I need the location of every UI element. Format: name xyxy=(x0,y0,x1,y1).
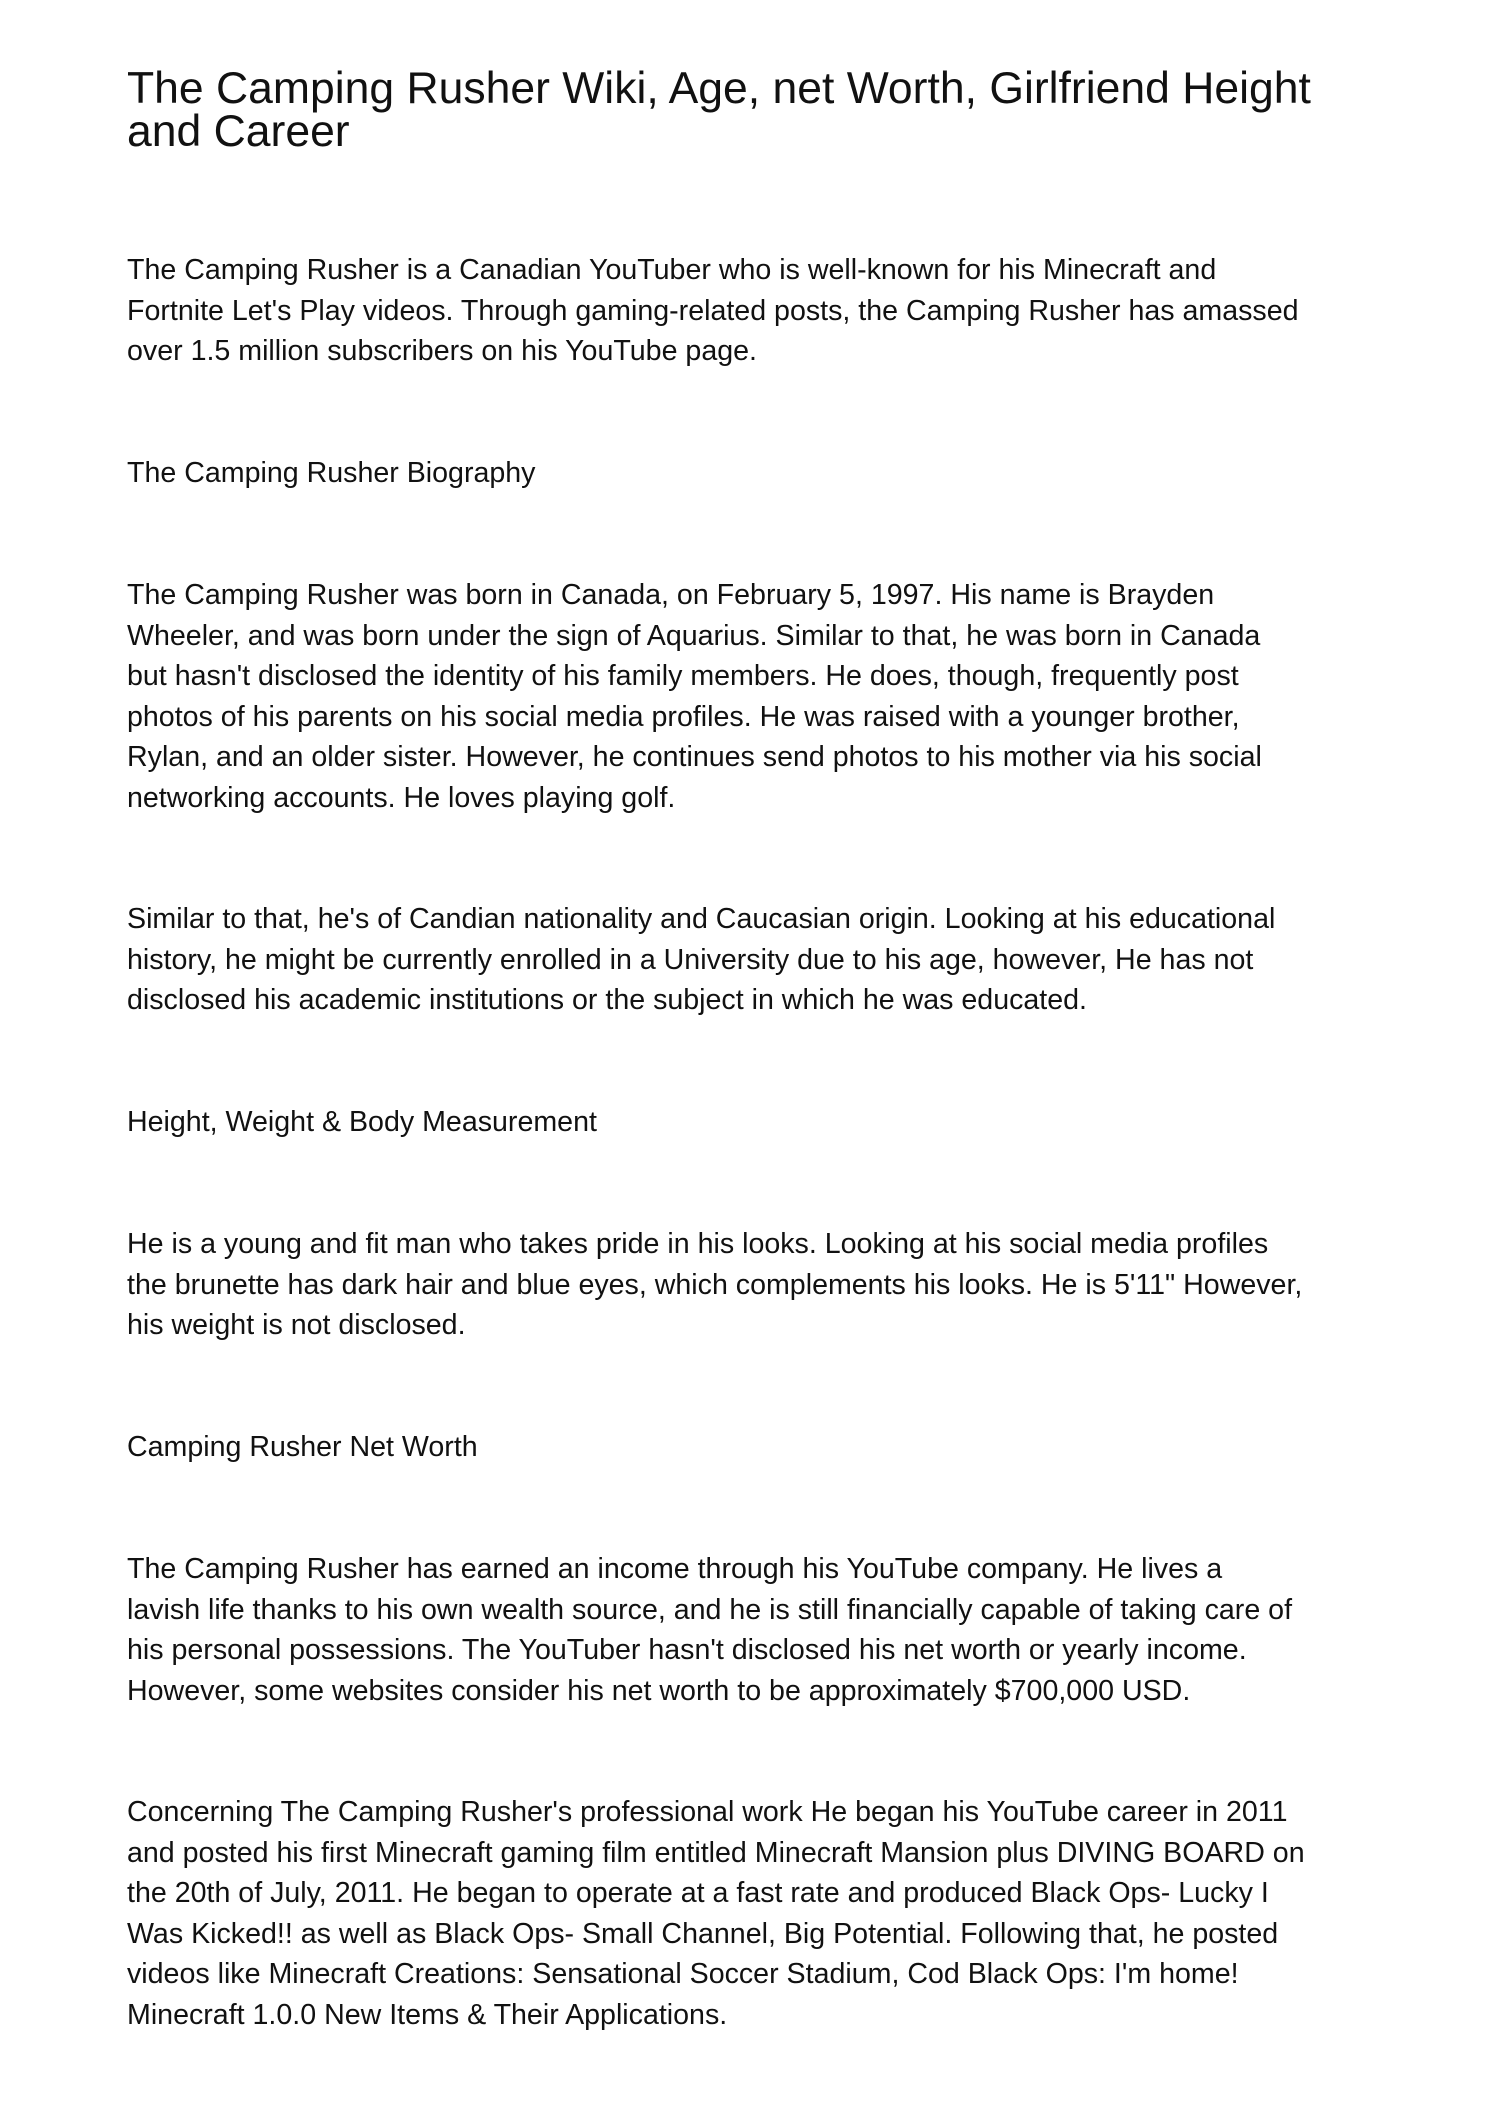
height-paragraph: He is a young and fit man who takes pride in his looks. Looking at his social media profiles the brunette has dark hair and blue eyes, which complements his looks. He is 5'11" However, his weight is not disclosed. xyxy=(127,1228,1303,1341)
heading-biography: The Camping Rusher Biography xyxy=(127,457,536,489)
intro-paragraph: The Camping Rusher is a Canadian YouTuber who is well-known for his Minecraft and Fortnite Let's Play videos. Through gaming-related posts, the Camping Rusher has amassed over 1.5 million subscribers on his YouTube page. xyxy=(127,254,1299,367)
career-paragraph: Concerning The Camping Rusher's professional work He began his YouTube career in 2011 and posted his first Minecraft gaming film entitled Minecraft Mansion plus DIVING BOARD on the 20th of July, 2011. He began to operate at a fast rate and produced Black Ops- Lucky I Was Kicked!! as well as Black Ops- Small Channel, Big Potential. Following that, he posted videos like Minecraft Creations: Sensational Soccer Stadium, Cod Black Ops: I'm home! Minecraft 1.0.0 New Items & Their Applications. xyxy=(127,1796,1305,2031)
biography-paragraph: The Camping Rusher was born in Canada, on February 5, 1997. His name is Brayden Wheeler, and was born under the sign of Aquarius. Similar to that, he was born in Canada but hasn't disclosed the identity of his family members. He does, though, frequently post photos of his parents on his social media profiles. He was raised with a younger brother, Rylan, and an older sister. However, he continues send photos to his mother via his social networking accounts. He loves playing golf. xyxy=(127,579,1262,814)
heading-height-weight: Height, Weight & Body Measurement xyxy=(127,1106,597,1138)
nationality-paragraph: Similar to that, he's of Candian nationality and Caucasian origin. Looking at his educational history, he might be currently enrolled in a University due to his age, however, He has not disclosed his academic institutions or the subject in which he was educated. xyxy=(127,903,1276,1016)
page-title: The Camping Rusher Wiki, Age, net Worth, Girlfriend Height and Career xyxy=(127,64,1311,156)
heading-net-worth: Camping Rusher Net Worth xyxy=(127,1431,478,1463)
net-worth-paragraph: The Camping Rusher has earned an income through his YouTube company. He lives a lavish life thanks to his own wealth source, and he is still financially capable of taking care of his personal possessions. The YouTuber hasn't disclosed his net worth or yearly income. However, some websites consider his net worth to be approximately $700,000 USD. xyxy=(127,1553,1293,1707)
